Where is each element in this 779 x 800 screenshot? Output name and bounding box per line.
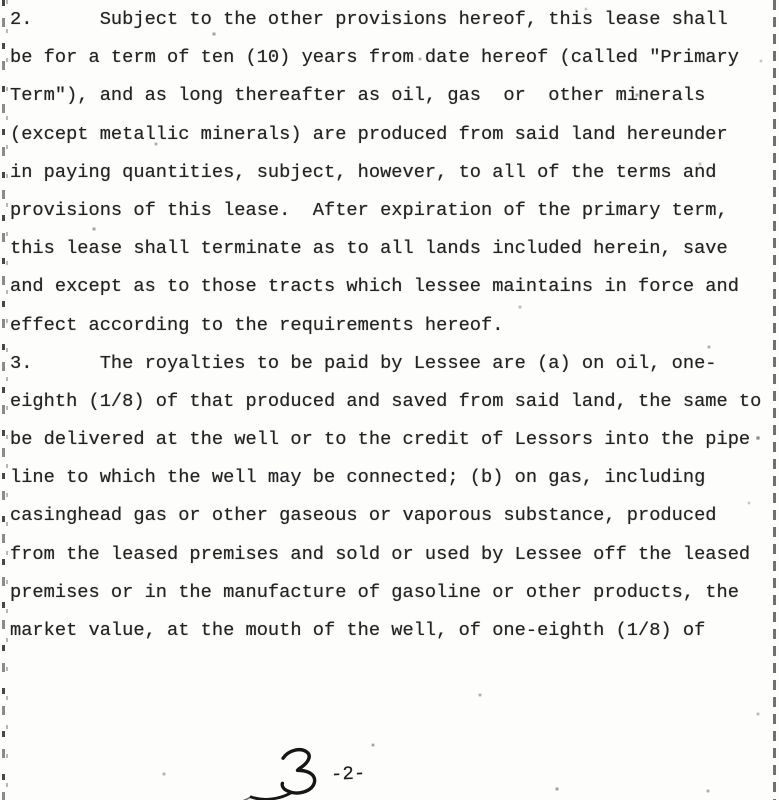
page-footer — [0, 740, 779, 800]
scan-speckles — [0, 0, 2, 2]
handwritten-page-number — [238, 744, 337, 800]
text-line: in paying quantities, subject, however, to all of the terms and — [10, 160, 717, 183]
text-line: line to which the well may be connected; (b) on gas, including — [10, 466, 706, 489]
page-number: -2- — [330, 762, 366, 786]
text-line: market value, at the mouth of the well, of one-eighth (1/8) of — [10, 619, 706, 641]
text-line: (except metallic minerals) are produced from said land hereunder — [10, 122, 728, 145]
text-line: premises or in the manufacture of gasoline or other products, the — [10, 580, 739, 603]
text-line: casinghead gas or other gaseous or vaporous substance, produced — [10, 504, 717, 527]
text-line: 2. Subject to the other provisions hereof, this lease shall — [10, 8, 728, 30]
text-line: and except as to those tracts which lessee maintains in force and — [10, 275, 739, 298]
text-line: effect according to the requirements hereof. — [10, 313, 504, 336]
text-line: be for a term of ten (10) years from date hereof (called "Primary — [10, 46, 739, 69]
text-line: be delivered at the well or to the credit of Lessors into the pipe — [10, 428, 751, 451]
text-line: Term"), and as long thereafter as oil, gas or other minerals — [10, 84, 706, 107]
text-line: 3. The royalties to be paid by Lessee are (a) on oil, one- — [10, 351, 717, 374]
document-body — [10, 0, 770, 649]
text-line: this lease shall terminate as to all lands included herein, save — [10, 237, 728, 260]
text-line: provisions of this lease. After expiration of the primary term, — [10, 198, 728, 221]
scan-edge-artifact-right — [773, 0, 776, 800]
text-line: eighth (1/8) of that produced and saved from said land, the same to — [10, 389, 762, 412]
scan-edge-artifact-left-inner — [6, 0, 8, 800]
text-line: from the leased premises and sold or used by Lessee off the leased — [10, 542, 751, 565]
scan-edge-artifact-left — [2, 0, 5, 800]
